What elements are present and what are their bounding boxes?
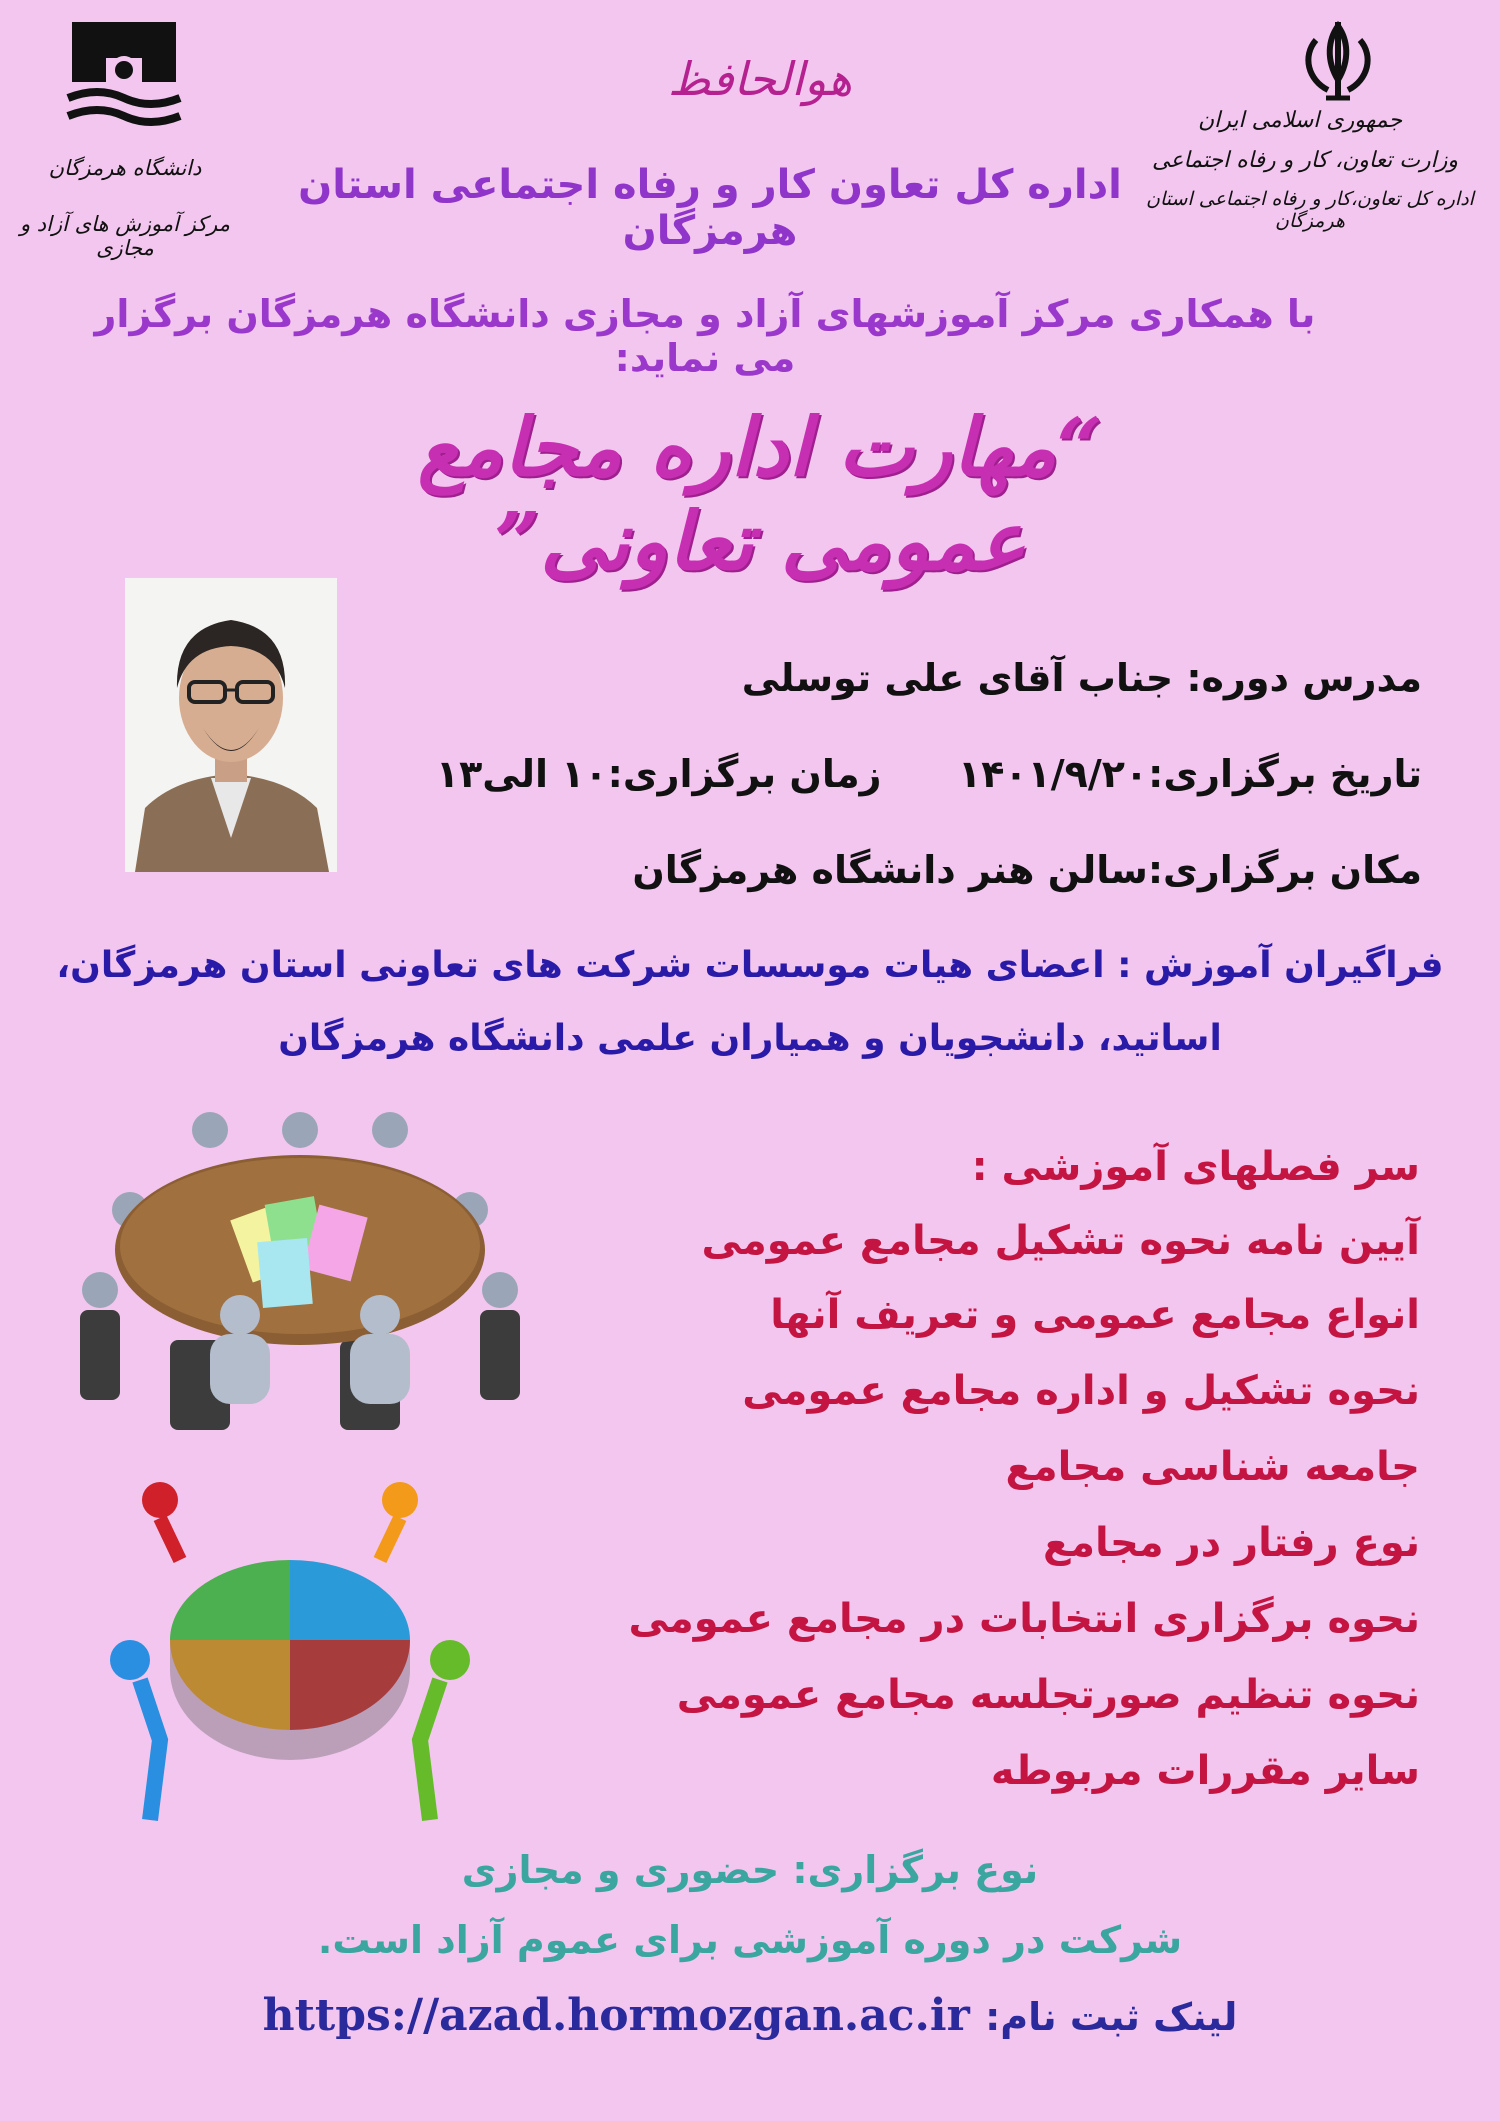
- collaboration-line: با همکاری مرکز آموزشهای آزاد و مجازی دانشگاه هرمزگان برگزار می نماید:: [94, 292, 1316, 380]
- course-title: “مهارت اداره مجامع عمومی تعاونی”: [417, 400, 1103, 588]
- place-line: مکان برگزاری:سالن هنر دانشگاه هرمزگان: [632, 848, 1422, 892]
- left-header-line1: دانشگاه هرمزگان: [48, 156, 202, 180]
- topic-item: جامعه شناسی مجامع: [1005, 1444, 1420, 1490]
- date-text: تاریخ برگزاری:۱۴۰۱/۹/۲۰: [958, 752, 1422, 796]
- audience-line-2: اساتید، دانشجویان و همیاران علمی دانشگاه هرمزگان: [278, 1018, 1222, 1059]
- audience-line-1: فراگیران آموزش : اعضای هیات موسسات شرکت های تعاونی استان هرمزگان،: [56, 945, 1444, 986]
- date-time-line: [422, 752, 1422, 796]
- right-header-line2: وزارت تعاون، کار و رفاه اجتماعی: [1151, 148, 1458, 173]
- round-table-meeting-illustration: [60, 1100, 540, 1440]
- topic-item: نحوه برگزاری انتخابات در مجامع عمومی: [628, 1596, 1420, 1642]
- free-attendance-note: شرکت در دوره آموزشی برای عموم آزاد است.: [317, 1918, 1183, 1962]
- puzzle-teamwork-illustration: [100, 1480, 480, 1850]
- topic-item: انواع مجامع عمومی و تعریف آنها: [770, 1292, 1420, 1338]
- university-logo-icon: [62, 12, 186, 134]
- teacher-photo: [125, 578, 337, 872]
- topic-item: نوع رفتار در مجامع: [1042, 1520, 1420, 1566]
- topic-item: نحوه تنظیم صورتجلسه مجامع عمومی: [676, 1672, 1420, 1718]
- invocation: هوالحافظ: [667, 52, 853, 106]
- right-header-line3: اداره کل تعاون،کار و رفاه اجتماعی استان هرمزگان: [1146, 188, 1474, 232]
- org-title: اداره کل تعاون کار و رفاه اجتماعی استان هرمزگان: [298, 162, 1122, 254]
- teacher-line: مدرس دوره: جناب آقای علی توسلی: [741, 656, 1422, 700]
- registration-label: لینک ثبت نام:: [985, 1995, 1238, 2039]
- iran-emblem-icon: [1298, 20, 1378, 104]
- registration-link[interactable]: https://azad.hormozgan.ac.ir: [262, 1990, 970, 2041]
- registration-line: [200, 1990, 1300, 2041]
- topic-item: سایر مقررات مربوطه: [990, 1748, 1420, 1794]
- topic-item: آیین نامه نحوه تشکیل مجامع عمومی: [701, 1218, 1420, 1264]
- left-header-line2: مرکز آموزش های آزاد و مجازی: [19, 212, 231, 260]
- right-header-line1: جمهوری اسلامی ایران: [1197, 108, 1403, 133]
- delivery-mode: نوع برگزاری: حضوری و مجازی: [461, 1848, 1039, 1892]
- topics-heading: سر فصلهای آموزشی :: [971, 1144, 1420, 1190]
- time-text: زمان برگزاری:۱۰ الی۱۳: [435, 752, 882, 796]
- topic-item: نحوه تشکیل و اداره مجامع عمومی: [742, 1368, 1420, 1414]
